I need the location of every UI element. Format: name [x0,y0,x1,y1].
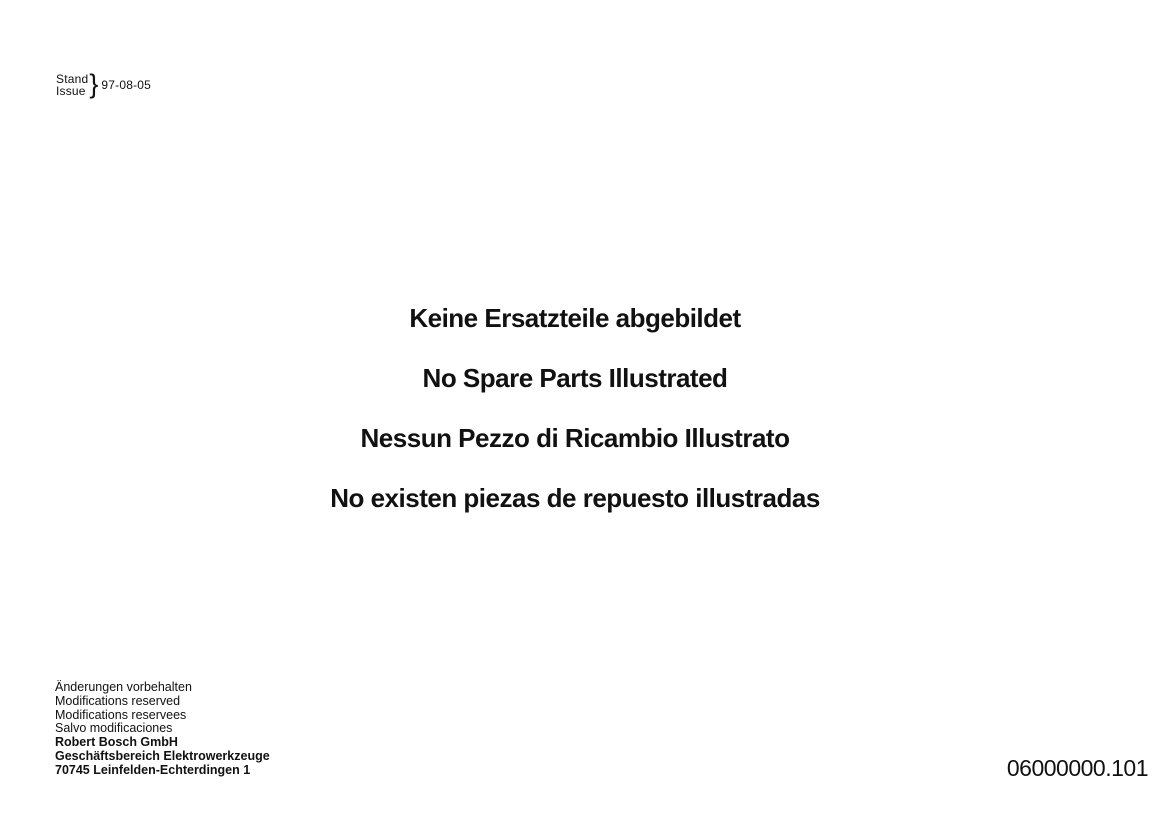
no-spare-parts-notices [0,302,1159,542]
modification-note-de: Änderungen vorbehalten [55,680,192,694]
company-address: 70745 Leinfelden-Echterdingen 1 [55,762,251,777]
modification-note-es: Salvo modificaciones [55,721,173,736]
notice-spanish: No existen piezas de repuesto illustradas [330,483,820,513]
document-number: 06000000.101 [1006,755,1148,781]
issue-labels [56,73,88,97]
company-name: Robert Bosch GmbH [55,735,178,750]
company-division: Geschäftsbereich Elektrowerkzeuge [55,748,270,763]
modification-note-fr: Modifications reservees [55,707,187,722]
issue-block [56,69,152,99]
notice-italian: Nessun Pezzo di Ricambio Illustrato [360,423,790,453]
notice-english: No Spare Parts Illustrated [422,363,728,393]
issue-label: Issue [56,84,86,98]
footer-left-block [55,681,270,778]
notice-german: Keine Ersatzteile abgebildet [409,303,741,333]
issue-date: 97-08-05 [101,78,152,92]
stand-label: Stand [56,72,89,86]
modification-note-en: Modifications reserved [55,693,181,708]
brace-glyph: } [89,69,99,99]
